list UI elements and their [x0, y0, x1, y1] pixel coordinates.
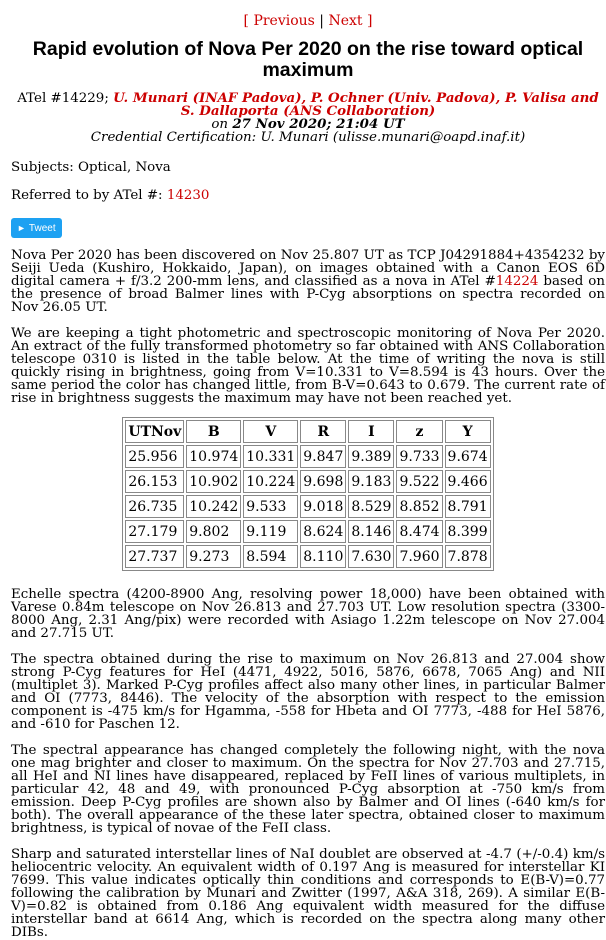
- table-cell: 8.791: [445, 495, 491, 518]
- table-cell: 8.399: [445, 520, 491, 543]
- table-cell: 9.802: [186, 520, 241, 543]
- table-cell: 9.698: [300, 470, 346, 493]
- paragraph-appearance: The spectral appearance has changed completely the following night, with the nova one mag brighter and closer to maximum. On the spectra for Nov 27.703 and 27.715, all HeI and NI lines have disappeared, replaced by FeII lines of various multiplets, in particular 42, 48 and 49, with pronounced P-Cyg absorption at -750 km/s from emission. Deep P-Cyg profiles are shown also by Balmer and OI lines (-640 km/s for both). The overall appearance of the these later spectra, obtained closer to maximum brightness, is typical of novae of the FeII class.: [11, 743, 605, 836]
- photometry-table: [122, 417, 493, 571]
- table-row: [125, 445, 490, 468]
- table-cell: 7.878: [445, 545, 491, 568]
- authors: U. Munari (INAF Padova), P. Ochner (Univ. Padova), P. Valisa and S. Dallaporta (ANS Collaboration): [113, 90, 599, 119]
- subjects: Subjects: Optical, Nova: [11, 160, 171, 175]
- paragraph-discovery-text-a: Nova Per 2020 has been discovered on Nov 25.807 UT as TCP J04291884+4354232 by Seiji Ueda (Kushiro, Hokkaido, Japan), on images obtained with a Canon EOS 6D digital camera + f/3.2 200-mm lens, and classified as a nova in ATel #: [11, 248, 605, 289]
- table-cell: 9.847: [300, 445, 346, 468]
- table-cell: 9.183: [348, 470, 394, 493]
- nav-open-bracket: [: [243, 13, 254, 29]
- table-cell: 10.331: [243, 445, 298, 468]
- page-title: Rapid evolution of Nova Per 2020 on the rise toward optical maximum: [32, 38, 584, 81]
- table-cell: 9.119: [243, 520, 298, 543]
- table-header-cell: V: [243, 420, 298, 443]
- referred-atel-link[interactable]: 14230: [166, 188, 210, 203]
- table-cell: 27.179: [125, 520, 184, 543]
- table-header-cell: Y: [445, 420, 491, 443]
- table-cell: 9.389: [348, 445, 394, 468]
- table-cell: 8.594: [243, 545, 298, 568]
- table-cell: 25.956: [125, 445, 184, 468]
- table-row: [125, 495, 490, 518]
- nav-close-bracket: ]: [362, 13, 373, 29]
- publish-date: 27 Nov 2020; 21:04 UT: [232, 116, 405, 132]
- table-cell: 8.852: [396, 495, 442, 518]
- table-cell: 27.737: [125, 545, 184, 568]
- table-header-cell: I: [348, 420, 394, 443]
- byline: [11, 92, 605, 144]
- table-cell: 7.960: [396, 545, 442, 568]
- date-prefix: on: [211, 117, 233, 132]
- paragraph-pcyg: The spectra obtained during the rise to maximum on Nov 26.813 and 27.004 show strong P-Cyg features for HeI (4471, 4922, 5016, 5876, 6678, 7065 Ang) and NII (multiplet 3). Marked P-Cyg profiles affect also many other lines, in particular Balmer and OI (7773, 8446). The velocity of the absorption with respect to the emission component is -475 km/s for Hgamma, -558 for Hbeta and OI 7773, -488 for HeI 5876, and -610 for Paschen 12.: [11, 652, 605, 732]
- previous-link[interactable]: Previous: [253, 13, 315, 29]
- table-cell: 8.624: [300, 520, 346, 543]
- table-cell: 8.529: [348, 495, 394, 518]
- table-cell: 10.224: [243, 470, 298, 493]
- atel-number: ATel #14229;: [17, 91, 114, 106]
- twitter-bird-icon: ►: [17, 223, 26, 233]
- table-row: [125, 520, 490, 543]
- nav-separator: |: [314, 13, 329, 29]
- credential-certification: Credential Certification: U. Munari (ulisse.munari@oapd.inaf.it): [90, 130, 526, 145]
- table-header-cell: UTNov: [125, 420, 184, 443]
- table-cell: 8.474: [396, 520, 442, 543]
- paragraph-spectra: Echelle spectra (4200-8900 Ang, resolving power 18,000) have been obtained with Varese 0.84m telescope on Nov 26.813 and 27.703 UT. Low resolution spectra (3300-8000 Ang, 2.31 Ang/pix) were recorded with Asiago 1.22m telescope on Nov 27.004 and 27.715 UT.: [11, 587, 605, 641]
- table-cell: 26.735: [125, 495, 184, 518]
- paragraph-photometry: We are keeping a tight photometric and spectroscopic monitoring of Nova Per 2020. An extract of the fully transformed photometry so far obtained with ANS Collaboration telescope 0310 is listed in the table below. At the time of writing the nova is still quickly rising in brightness, going from V=10.331 to V=8.594 is 43 hours. Over the same period the color has changed little, from B-V=0.643 to 0.679. The current rate of rise in brightness suggests the maximum may have not been reached yet.: [11, 326, 605, 406]
- table-row: [125, 470, 490, 493]
- table-cell: 10.902: [186, 470, 241, 493]
- referred-to: [11, 188, 605, 204]
- table-cell: 8.110: [300, 545, 346, 568]
- table-cell: 8.146: [348, 520, 394, 543]
- table-cell: 10.242: [186, 495, 241, 518]
- table-cell: 9.273: [186, 545, 241, 568]
- table-cell: 9.733: [396, 445, 442, 468]
- table-cell: 9.533: [243, 495, 298, 518]
- paragraph-interstellar: Sharp and saturated interstellar lines of NaI doublet are observed at -4.7 (+/-0.4) km/s heliocentric velocity. An equivalent width of 0.197 Ang is measured for interstellar KI 7699. This value indicates optically thin conditions and corresponds to E(B-V)=0.77 following the calibration by Munari and Zwitter (1997, A&A 318, 269). A similar E(B-V)=0.82 is obtained from 0.186 Ang equivalent width measured for the diffuse interstellar band at 6614 Ang, which is recorded on the spectra along many other DIBs.: [11, 847, 605, 940]
- table-cell: 7.630: [348, 545, 394, 568]
- table-cell: 10.974: [186, 445, 241, 468]
- next-link[interactable]: Next: [328, 13, 363, 29]
- table-cell: 9.522: [396, 470, 442, 493]
- table-header-row: [125, 420, 490, 443]
- table-cell: 9.466: [445, 470, 491, 493]
- referred-label: Referred to by ATel #:: [11, 188, 167, 203]
- nav-bar: [11, 13, 605, 29]
- atel-page: [0, 13, 605, 939]
- atel-reference-link[interactable]: 14224: [495, 274, 539, 289]
- table-header-cell: z: [396, 420, 442, 443]
- table-cell: 26.153: [125, 470, 184, 493]
- table-header-cell: R: [300, 420, 346, 443]
- paragraph-discovery: [11, 249, 605, 314]
- table-row: [125, 545, 490, 568]
- tweet-button[interactable]: [11, 218, 62, 238]
- table-header-cell: B: [186, 420, 241, 443]
- table-cell: 9.674: [445, 445, 491, 468]
- paragraph-discovery-text-b: based on the presence of broad Balmer lines with P-Cyg absorptions on spectra recorded on Nov 26.05 UT.: [11, 274, 605, 315]
- table-cell: 9.018: [300, 495, 346, 518]
- tweet-label: Tweet: [28, 223, 56, 234]
